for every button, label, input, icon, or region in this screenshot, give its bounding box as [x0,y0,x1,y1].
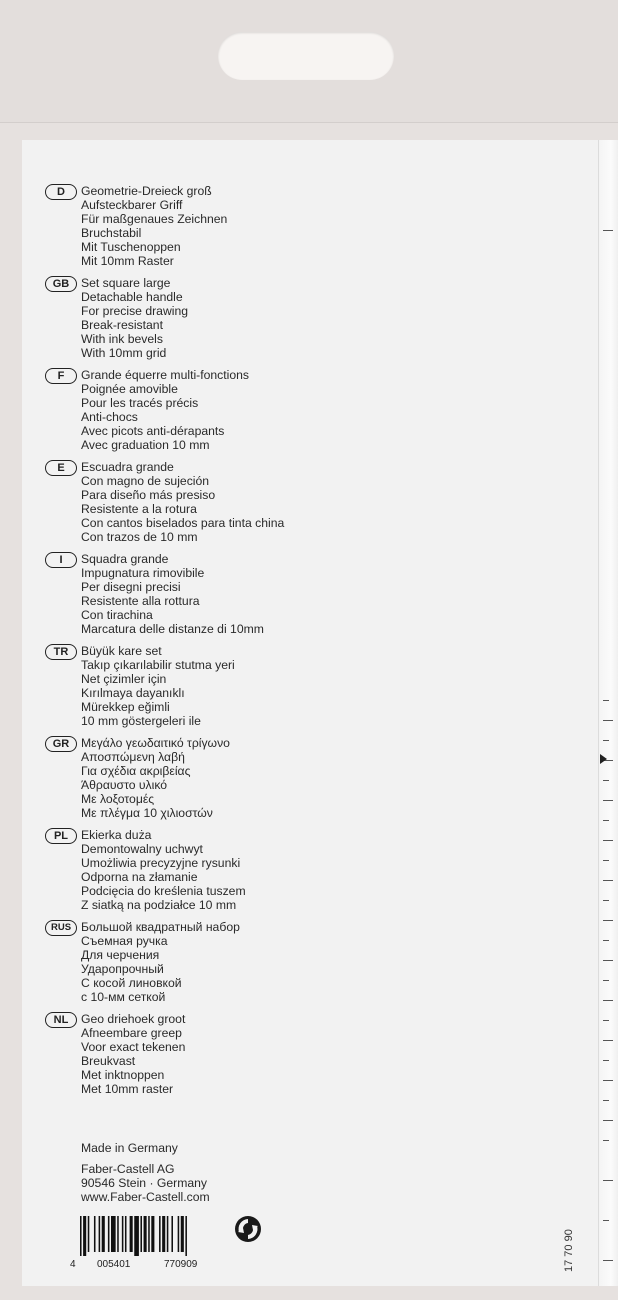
description-line: Anti-chocs [81,410,138,425]
description-line: Odporna na złamanie [81,870,198,885]
description-line: Για σχέδια ακριβείας [81,764,191,779]
language-badge: D [45,184,77,200]
barcode-bar [125,1216,127,1252]
description-line: Met 10mm raster [81,1082,174,1097]
package-header [0,0,618,123]
description-line: Con cantos biselados para tinta china [81,516,285,531]
barcode-bar [88,1216,90,1252]
description-line: Impugnatura rimovibile [81,566,205,581]
description-line: Podcięcia do kreślenia tuszem [81,884,246,899]
made-in-text: Made in Germany [81,1141,178,1155]
ruler-tick [603,230,613,231]
company-info [81,1162,210,1204]
description-line: 10 mm göstergeleri ile [81,714,201,729]
description-line: Break-resistant [81,318,163,333]
language-badge: GR [45,736,77,752]
language-badge: F [45,368,77,384]
ruler-tick [603,1180,613,1181]
ruler-tick [603,1120,613,1121]
description-line: Для черчения [81,948,160,963]
ruler-tick [603,860,609,861]
company-website[interactable]: www.Faber-Castell.com [81,1190,210,1205]
description-line: Avec graduation 10 mm [81,438,210,453]
description-line: Ударопрочный [81,962,164,977]
description-line: Poignée amovible [81,382,178,397]
ruler-tick [603,900,609,901]
ruler-tick [603,980,609,981]
ruler-tick [603,920,613,921]
ruler-tick [603,940,609,941]
description-line: Detachable handle [81,290,183,305]
description-line: Escuadra grande [81,460,174,474]
ruler-tick [603,1260,613,1261]
description-line: With ink bevels [81,332,163,347]
language-text [81,1012,185,1097]
description-line: Geo driehoek groot [81,1012,186,1026]
description-line: Μεγάλο γεωδαιτικό τρίγωνο [81,736,230,750]
barcode-bar [185,1216,187,1256]
barcode-bar [148,1216,150,1252]
barcode-bar [111,1216,116,1252]
description-line: Mit 10mm Raster [81,254,174,269]
description-line: Большой квадратный набор [81,920,240,934]
language-badge: GB [45,276,77,292]
ruler-tick [603,1080,613,1081]
barcode-bar [102,1216,105,1252]
description-line: Aufsteckbarer Griff [81,198,183,213]
language-text [81,460,284,545]
language-badge: RUS [45,920,77,936]
ruler-tick [603,820,609,821]
made-in [81,1141,178,1155]
language-text [81,920,240,1005]
ruler-tick [603,1040,613,1041]
description-line: Takıp çıkarılabilir stutma yeri [81,658,235,673]
language-text [81,368,249,453]
description-line: Für maßgenaues Zeichnen [81,212,228,227]
barcode-digit-first: 4 [70,1259,76,1270]
description-line: Geometrie-Dreieck groß [81,184,212,198]
barcode-bar [130,1216,133,1252]
ruler-tick [603,1060,609,1061]
description-line: Met inktnoppen [81,1068,165,1083]
ruler-tick [603,780,609,781]
description-line: For precise drawing [81,304,189,319]
barcode-bar [140,1216,142,1252]
ruler-tick [603,1000,613,1001]
language-text [81,276,188,361]
description-line: Marcatura delle distanze di 10mm [81,622,264,637]
description-line: Ekierka duża [81,828,152,842]
ruler-tick [603,840,613,841]
description-line: Con trazos de 10 mm [81,530,198,545]
description-line: Set square large [81,276,171,290]
description-line: Resistente a la rotura [81,502,197,517]
ruler-tick [603,880,613,881]
language-badge: I [45,552,77,568]
description-line: Avec picots anti-dérapants [81,424,225,439]
language-text [81,644,235,729]
barcode-bar [83,1216,86,1256]
ruler-tick [603,1100,609,1101]
description-line: Voor exact tekenen [81,1040,186,1055]
language-text [81,552,264,637]
barcode-bar [80,1216,82,1256]
language-text [81,736,230,821]
description-line: Büyük kare set [81,644,162,658]
description-line: Umożliwia precyzyjne rysunki [81,856,241,871]
hang-hole [218,32,394,80]
barcode-bar [122,1216,124,1252]
ruler-tick [603,1020,609,1021]
ruler-tick [603,740,609,741]
description-line: Άθραυστο υλικό [81,778,168,793]
barcode-bar [99,1216,101,1252]
description-line: Αποσπώμενη λαβή [81,750,185,765]
ruler-tick [603,720,613,721]
description-line: Mürekkep eğimli [81,700,170,715]
description-line: Mit Tuschenoppen [81,240,181,255]
language-text [81,828,246,913]
ruler-tick [603,1220,609,1221]
description-line: Squadra grande [81,552,169,566]
language-badge: PL [45,828,77,844]
company-address: 90546 Stein · Germany [81,1176,208,1191]
barcode-bar [117,1216,119,1252]
ruler-tick [603,960,613,961]
barcode-bar [159,1216,161,1252]
language-badge: E [45,460,77,476]
description-line: Με πλέγμα 10 χιλιοστών [81,806,213,821]
barcode-bar [167,1216,169,1252]
description-line: Afneembare greep [81,1026,182,1041]
description-line: Resistente alla rottura [81,594,200,609]
ruler-tick [603,700,609,701]
barcode [80,1216,230,1256]
description-line: Para diseño más presiso [81,488,216,503]
description-line: Με λοξοτομές [81,792,155,807]
barcode-digits-left: 005401 [97,1259,131,1270]
ruler-tick [603,1140,609,1141]
barcode-bar [94,1216,96,1252]
description-line: Con tirachina [81,608,153,623]
article-number: 17 70 90 [563,1229,575,1272]
description-line: Bruchstabil [81,226,142,241]
description-line: With 10mm grid [81,346,167,361]
description-line: С косой линовкой [81,976,182,991]
barcode-bar [162,1216,165,1252]
description-line: Per disegni precisi [81,580,181,595]
description-line: Demontowalny uchwyt [81,842,203,857]
description-line: Pour les tracés précis [81,396,199,411]
barcode-bar [134,1216,139,1256]
description-line: Z siatką na podziałce 10 mm [81,898,237,913]
barcode-bar [151,1216,154,1252]
ruler-edge [598,140,618,1286]
barcode-bar [144,1216,147,1252]
barcode-bar [181,1216,184,1252]
barcode-bar [108,1216,110,1252]
description-line: с 10-мм сеткой [81,990,166,1005]
green-dot-recycling-icon [234,1215,262,1243]
barcode-bar [171,1216,173,1252]
description-line: Con magno de sujeción [81,474,210,489]
ruler-marker-icon [600,754,607,764]
company-name: Faber-Castell AG [81,1162,175,1176]
description-line: Breukvast [81,1054,136,1069]
language-badge: NL [45,1012,77,1028]
ruler-tick [603,800,613,801]
description-line: Net çizimler için [81,672,167,687]
language-text [81,184,227,269]
barcode-bar [178,1216,180,1252]
description-line: Съемная ручка [81,934,168,949]
barcode-digits-right: 770909 [164,1259,198,1270]
description-line: Grande équerre multi-fonctions [81,368,250,382]
description-line: Kırılmaya dayanıklı [81,686,185,701]
language-badge: TR [45,644,77,660]
